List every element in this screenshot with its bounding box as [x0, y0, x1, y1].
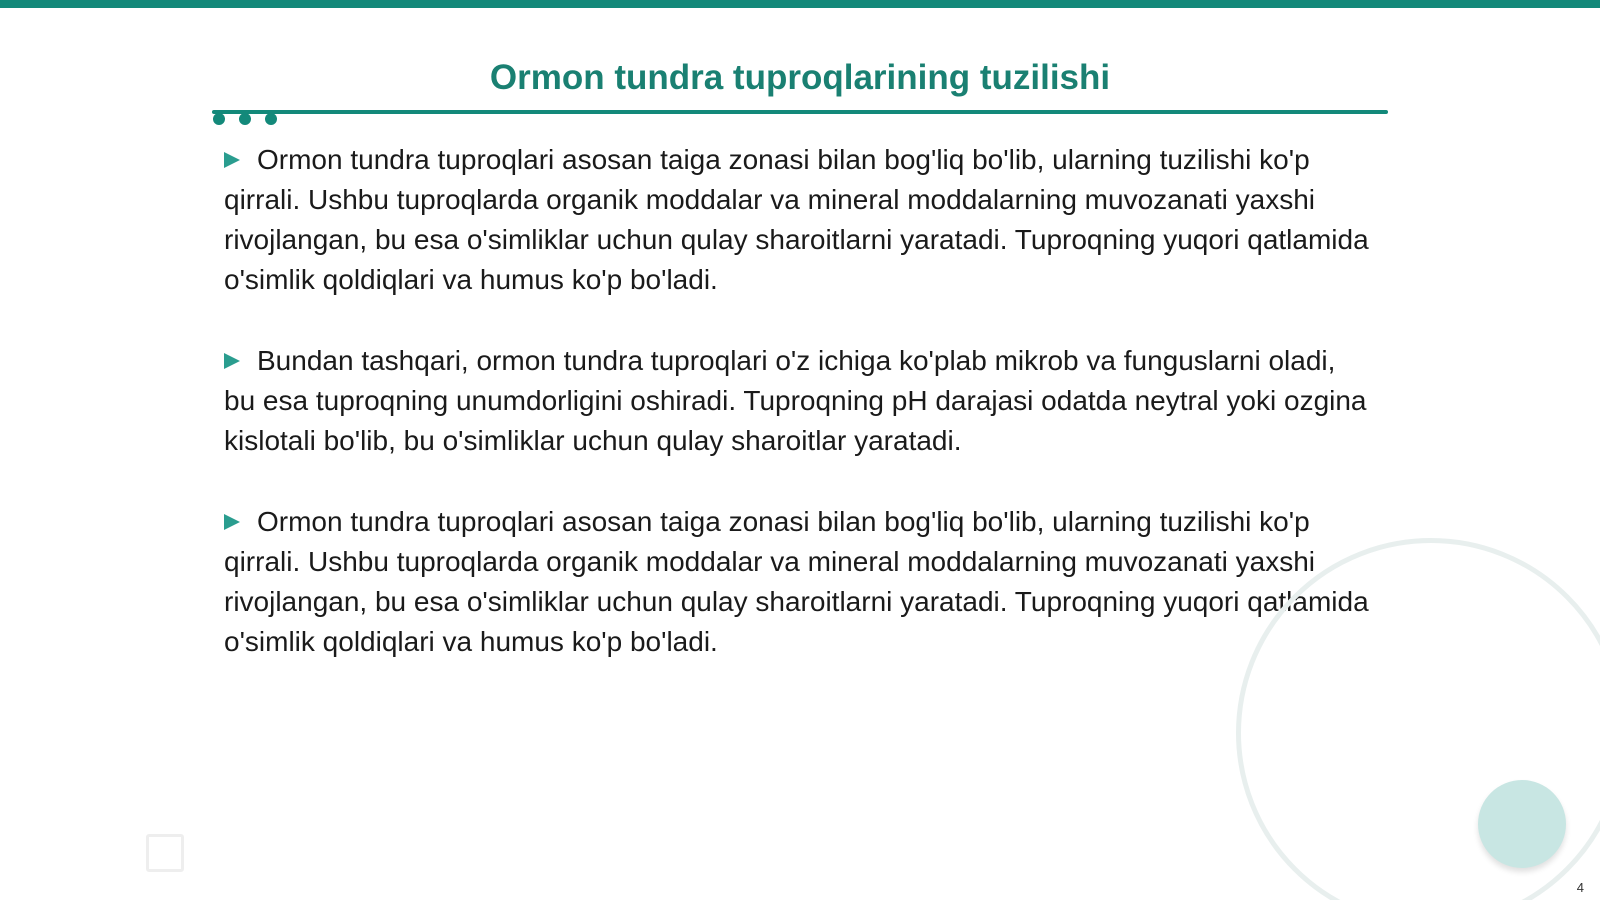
triangle-bullet-icon [224, 353, 240, 369]
paragraph-text: Ormon tundra tuproqlari asosan taiga zonasi bilan bog'liq bo'lib, ularning tuzilishi ko'p qirrali. Ushbu tuproqlarda organik moddalar va mineral moddalarning muvozanati yaxshi rivojlangan, bu esa o'simliklar uchun qulay sharoitlarni yaratadi. Tuproqning yuqori qatlamida o'simlik qoldiqlari va humus ko'p bo'ladi. [224, 506, 1369, 657]
slide-title: Ormon tundra tuproqlarining tuzilishi [489, 58, 1111, 97]
triangle-bullet-icon [224, 514, 240, 530]
paragraph-text: Ormon tundra tuproqlari asosan taiga zonasi bilan bog'liq bo'lib, ularning tuzilishi ko'p qirrali. Ushbu tuproqlarda organik moddalar va mineral moddalarning muvozanati yaxshi rivojlangan, bu esa o'simliklar uchun qulay sharoitlarni yaratadi. Tuproqning yuqori qatlamida o'simlik qoldiqlari va humus ko'p bo'ladi. [224, 144, 1369, 295]
decor-dot [265, 113, 277, 125]
paragraph-text: Bundan tashqari, ormon tundra tuproqlari o'z ichiga ko'plab mikrob va funguslarni oladi, bu esa tuproqning unumdorligini oshiradi. Tuproqning pH darajasi odatda neytral yoki ozgina kislotali bo'lib, bu o'simliklar uchun qulay sharoitlar yaratadi. [224, 345, 1367, 456]
bullet-list [224, 140, 1374, 703]
title-underline [212, 110, 1388, 114]
bullet-paragraph-1 [224, 140, 1374, 300]
decor-dot [239, 113, 251, 125]
page-number: 4 [1576, 880, 1584, 895]
decor-dot [213, 113, 225, 125]
top-accent-bar [0, 0, 1600, 8]
triangle-bullet-icon [224, 152, 240, 168]
decorative-ball [1478, 780, 1566, 868]
decorative-square [146, 834, 184, 872]
bullet-paragraph-2 [224, 341, 1374, 461]
bullet-paragraph-3 [224, 502, 1374, 662]
